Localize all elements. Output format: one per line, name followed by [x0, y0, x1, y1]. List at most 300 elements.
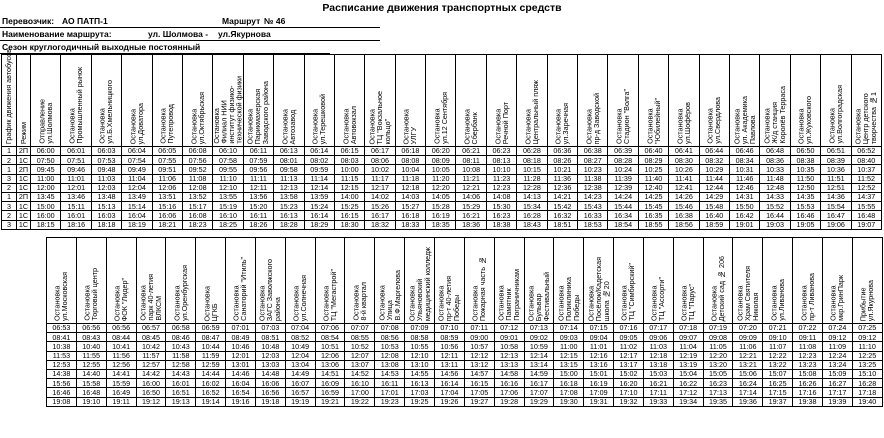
- stop-header-label: Остановка ул.12 Сентября: [432, 92, 449, 144]
- time-cell: 08:38: [790, 156, 820, 165]
- stop-header: [315, 238, 345, 324]
- time-cell: 11:36: [547, 174, 577, 183]
- time-cell: 12:04: [122, 183, 152, 192]
- time-cell: 16:15: [464, 379, 494, 388]
- stop-header: [152, 55, 182, 147]
- stop-header-label: Остановка 8-й квартал: [351, 282, 368, 321]
- time-cell: 11:10: [852, 342, 882, 351]
- time-cell: 16:18: [554, 379, 584, 388]
- time-cell: 19:38: [793, 397, 823, 406]
- time-cell: 16:35: [638, 211, 668, 220]
- time-cell: 11:14: [304, 174, 334, 183]
- time-cell: 13:15: [554, 360, 584, 369]
- route-name-from: ул. Шолмова -: [148, 29, 209, 39]
- time-cell: 12:11: [243, 183, 273, 192]
- mode-cell: 2П: [17, 192, 31, 201]
- time-cell: 14:25: [638, 192, 668, 201]
- time-cell: 12:01: [61, 183, 91, 192]
- time-cell: 15:03: [643, 369, 673, 378]
- time-cell: 12:17: [614, 351, 644, 360]
- time-cell: 11:10: [213, 174, 243, 183]
- stop-header: [494, 238, 524, 324]
- time-cell: 11:50: [790, 174, 820, 183]
- time-cell: 18:23: [182, 220, 212, 229]
- stop-header-label: Прибытие ул.Якурнова: [858, 279, 876, 321]
- time-cell: 08:59: [434, 333, 464, 342]
- time-cell: 08:51: [255, 333, 285, 342]
- stop-header: [136, 238, 166, 324]
- time-cell: 12:22: [763, 351, 793, 360]
- mode-cell: 2П: [17, 165, 31, 174]
- table-row: [47, 397, 883, 406]
- time-cell: 19:27: [464, 397, 494, 406]
- stop-header-label: Остановка Промышленный рынок: [67, 67, 85, 144]
- time-cell: 10:05: [426, 165, 456, 174]
- stop-header-label: Остановка Филиал НИИ институт физико- технической физики: [211, 76, 244, 144]
- time-cell: 17:18: [852, 388, 882, 397]
- time-cell: 14:40: [76, 369, 106, 378]
- stop-header-label: Остановка Храм Святителя Николая: [735, 266, 760, 321]
- table-row: [47, 324, 883, 333]
- time-cell: 07:56: [182, 156, 212, 165]
- time-cell: 14:08: [486, 192, 516, 201]
- time-cell: 16:38: [669, 211, 699, 220]
- stop-header-label: Остановка ул.Терешковой: [310, 93, 328, 144]
- time-cell: 11:41: [669, 174, 699, 183]
- time-cell: 06:59: [196, 324, 226, 333]
- time-cell: 06:23: [486, 147, 516, 156]
- time-cell: 14:57: [464, 369, 494, 378]
- stop-header: [375, 238, 405, 324]
- time-cell: 14:44: [196, 369, 226, 378]
- stop-header-label: Остановка Детский сад № 206: [709, 255, 726, 321]
- stop-header-label: Остановка ул.Солнечная: [291, 274, 309, 321]
- time-cell: 10:29: [699, 165, 729, 174]
- time-cell: 16:47: [821, 211, 851, 220]
- time-cell: 08:28: [608, 156, 638, 165]
- time-cell: 11:59: [196, 351, 226, 360]
- time-cell: 13:14: [524, 360, 554, 369]
- time-cell: 16:17: [365, 211, 395, 220]
- time-cell: 11:11: [243, 174, 273, 183]
- time-cell: 16:46: [47, 388, 77, 397]
- time-cell: 15:54: [821, 202, 851, 211]
- time-cell: 16:08: [182, 211, 212, 220]
- stop-header-label: Остановка Парикмахерская Заводского района: [246, 80, 271, 144]
- time-cell: 10:02: [365, 165, 395, 174]
- stop-header: [196, 238, 226, 324]
- stop-header: [638, 55, 668, 147]
- time-cell: 06:48: [760, 147, 790, 156]
- graph-cell: 1: [2, 147, 17, 156]
- time-cell: 16:34: [608, 211, 638, 220]
- time-cell: 14:36: [821, 192, 851, 201]
- time-cell: 11:58: [166, 351, 196, 360]
- time-cell: 16:18: [395, 211, 425, 220]
- time-cell: 10:23: [578, 165, 608, 174]
- time-cell: 07:08: [375, 324, 405, 333]
- time-cell: 13:55: [213, 192, 243, 201]
- stop-header: [643, 238, 673, 324]
- time-cell: 13:18: [643, 360, 673, 369]
- time-cell: 07:01: [226, 324, 256, 333]
- time-cell: 19:19: [285, 397, 315, 406]
- stop-header-label: Отправление ул.Шолмова: [37, 99, 54, 144]
- time-cell: 12:20: [703, 351, 733, 360]
- time-cell: 19:31: [584, 397, 614, 406]
- time-cell: 16:23: [703, 379, 733, 388]
- time-cell: 15:11: [61, 202, 91, 211]
- time-cell: 13:49: [122, 192, 152, 201]
- time-cell: 17:11: [643, 388, 673, 397]
- time-cell: 18:19: [122, 220, 152, 229]
- time-cell: 12:50: [790, 183, 820, 192]
- time-cell: 12:08: [182, 183, 212, 192]
- time-cell: 15:53: [790, 202, 820, 211]
- time-cell: 16:01: [166, 379, 196, 388]
- time-cell: 14:43: [166, 369, 196, 378]
- stop-header: [578, 55, 608, 147]
- time-cell: 15:58: [76, 379, 106, 388]
- time-cell: 16:16: [494, 379, 524, 388]
- time-cell: 09:05: [614, 333, 644, 342]
- time-cell: 14:05: [426, 192, 456, 201]
- stop-header: [524, 238, 554, 324]
- time-cell: 07:06: [315, 324, 345, 333]
- time-cell: 16:07: [285, 379, 315, 388]
- time-cell: 18:36: [456, 220, 486, 229]
- time-cell: 12:14: [524, 351, 554, 360]
- table-row: [2, 192, 882, 201]
- time-cell: 12:01: [226, 351, 256, 360]
- time-cell: 08:39: [821, 156, 851, 165]
- stop-header-label: Остановка ТЦ "Мегастрой": [321, 268, 339, 321]
- time-cell: 16:00: [31, 211, 61, 220]
- time-cell: 16:04: [226, 379, 256, 388]
- time-cell: 12:10: [213, 183, 243, 192]
- time-cell: 08:54: [315, 333, 345, 342]
- time-cell: 12:00: [31, 183, 61, 192]
- time-cell: 11:03: [643, 342, 673, 351]
- time-cell: 07:21: [763, 324, 793, 333]
- time-cell: 12:06: [152, 183, 182, 192]
- time-cell: 08:01: [274, 156, 304, 165]
- time-cell: 09:55: [213, 165, 243, 174]
- time-cell: 12:14: [304, 183, 334, 192]
- time-cell: 10:55: [405, 342, 435, 351]
- time-cell: 19:11: [106, 397, 136, 406]
- time-cell: 18:30: [334, 220, 364, 229]
- stop-header-label: Остановка ТЦ "Симбирский": [619, 263, 637, 321]
- stop-header-label: Остановка Путепровод: [158, 104, 176, 144]
- time-cell: 15:05: [703, 369, 733, 378]
- time-cell: 17:09: [584, 388, 614, 397]
- stop-header: [584, 238, 614, 324]
- time-cell: 16:13: [405, 379, 435, 388]
- mode-cell: 1С: [17, 220, 31, 229]
- table-row: [47, 351, 883, 360]
- route-label: Маршрут: [222, 16, 261, 26]
- time-cell: 08:11: [456, 156, 486, 165]
- time-cell: 09:00: [464, 333, 494, 342]
- time-cell: 12:16: [584, 351, 614, 360]
- time-cell: 08:36: [760, 156, 790, 165]
- time-cell: 16:50: [136, 388, 166, 397]
- stop-header: [122, 55, 152, 147]
- time-cell: 13:58: [274, 192, 304, 201]
- table-row: [2, 165, 882, 174]
- time-cell: 06:51: [821, 147, 851, 156]
- table-row: [47, 360, 883, 369]
- time-cell: 09:48: [91, 165, 121, 174]
- time-cell: 09:06: [643, 333, 673, 342]
- stop-header-label: Остановка ул. Академика Павлова: [732, 95, 757, 144]
- stop-header: [517, 55, 547, 147]
- time-cell: 14:49: [285, 369, 315, 378]
- time-cell: 16:49: [106, 388, 136, 397]
- time-cell: 12:13: [274, 183, 304, 192]
- time-cell: 19:30: [554, 397, 584, 406]
- time-cell: 14:51: [315, 369, 345, 378]
- time-cell: 08:55: [345, 333, 375, 342]
- stop-header: [91, 55, 121, 147]
- time-cell: 11:13: [274, 174, 304, 183]
- time-cell: 11:23: [486, 174, 516, 183]
- time-cell: 16:09: [315, 379, 345, 388]
- stop-header-label: Остановка ул.Б.Хмельницкого: [97, 80, 115, 144]
- time-cell: 11:28: [517, 174, 547, 183]
- time-cell: 16:14: [434, 379, 464, 388]
- time-cell: 18:25: [213, 220, 243, 229]
- time-cell: 13:11: [434, 360, 464, 369]
- time-cell: 06:50: [790, 147, 820, 156]
- column-header-graph: [2, 48, 17, 147]
- time-cell: 11:04: [673, 342, 703, 351]
- time-cell: 18:59: [699, 220, 729, 229]
- time-cell: 07:13: [524, 324, 554, 333]
- time-cell: 18:26: [243, 220, 273, 229]
- stop-header: [285, 238, 315, 324]
- time-cell: 06:56: [106, 324, 136, 333]
- time-cell: 08:02: [304, 156, 334, 165]
- time-cell: 15:44: [608, 202, 638, 211]
- time-cell: 14:38: [47, 369, 77, 378]
- stop-header-label: Остановка ул.Оренбургская: [172, 265, 189, 321]
- time-cell: 11:21: [456, 174, 486, 183]
- time-cell: 12:44: [699, 183, 729, 192]
- time-cell: 11:39: [608, 174, 638, 183]
- stop-header: [851, 55, 881, 147]
- time-cell: 10:15: [517, 165, 547, 174]
- time-cell: 19:16: [226, 397, 256, 406]
- stop-header: [699, 55, 729, 147]
- time-cell: 19:10: [76, 397, 106, 406]
- time-cell: 18:51: [547, 220, 577, 229]
- time-cell: 10:04: [395, 165, 425, 174]
- time-cell: 16:28: [852, 379, 882, 388]
- time-cell: 08:43: [76, 333, 106, 342]
- time-cell: 16:11: [243, 211, 273, 220]
- stop-header-label: Остановка Центр детского творчества №1: [853, 91, 879, 144]
- time-cell: 14:46: [226, 369, 256, 378]
- time-cell: 06:40: [638, 147, 668, 156]
- time-cell: 12:23: [793, 351, 823, 360]
- time-cell: 16:33: [578, 211, 608, 220]
- time-cell: 12:12: [464, 351, 494, 360]
- time-cell: 13:07: [345, 360, 375, 369]
- time-cell: 16:13: [274, 211, 304, 220]
- stop-header-label: Остановка Речной Порт: [492, 101, 510, 144]
- time-cell: 12:15: [554, 351, 584, 360]
- season-label: Сезон круглогодичный выходные постоянный: [2, 42, 201, 52]
- stop-header: [365, 55, 395, 147]
- stop-header-label: Остановка Центральный пляж: [523, 79, 540, 144]
- time-cell: 19:26: [434, 397, 464, 406]
- stop-header: [106, 238, 136, 324]
- time-cell: 14:24: [608, 192, 638, 201]
- time-cell: 15:50: [729, 202, 759, 211]
- time-cell: 19:21: [315, 397, 345, 406]
- stop-header-label: Остановка ТЦ "Вокзальное кольцо": [367, 90, 392, 144]
- stop-header-label: Остановка Торговый центр: [82, 268, 100, 321]
- stop-header: [213, 55, 243, 147]
- mode-cell: 1С: [17, 211, 31, 220]
- time-cell: 06:38: [578, 147, 608, 156]
- time-cell: 13:20: [703, 360, 733, 369]
- time-cell: 06:10: [213, 147, 243, 156]
- time-cell: 16:17: [524, 379, 554, 388]
- time-cell: 14:03: [395, 192, 425, 201]
- stop-header-label: Остановка ЗАГС Заволжского района: [257, 258, 283, 321]
- time-cell: 09:10: [763, 333, 793, 342]
- time-cell: 10:58: [494, 342, 524, 351]
- time-cell: 08:32: [699, 156, 729, 165]
- time-cell: 06:58: [166, 324, 196, 333]
- time-cell: 13:12: [464, 360, 494, 369]
- time-cell: 06:15: [334, 147, 364, 156]
- time-cell: 09:12: [822, 333, 852, 342]
- time-cell: 14:52: [345, 369, 375, 378]
- time-cell: 07:12: [494, 324, 524, 333]
- stop-header-label: Остановка Посёлок/Кадетская школа №20: [586, 256, 611, 321]
- stop-header-label: Остановка ФОК "Лидер": [112, 277, 130, 321]
- time-cell: 15:10: [852, 369, 882, 378]
- stop-header-label: Остановка ул.Доватора: [128, 102, 145, 144]
- time-cell: 16:51: [166, 388, 196, 397]
- time-cell: 10:44: [196, 342, 226, 351]
- stop-header: [334, 55, 364, 147]
- time-cell: 18:33: [395, 220, 425, 229]
- time-cell: 18:56: [669, 220, 699, 229]
- time-cell: 15:19: [213, 202, 243, 211]
- table-row: [47, 369, 883, 378]
- time-cell: 11:15: [334, 174, 364, 183]
- time-cell: 07:15: [584, 324, 614, 333]
- column-header-graph-label: График движения автобусов: [4, 48, 14, 144]
- time-cell: 10:56: [434, 342, 464, 351]
- time-cell: 08:06: [365, 156, 395, 165]
- time-cell: 15:08: [793, 369, 823, 378]
- time-cell: 10:24: [608, 165, 638, 174]
- time-cell: 13:24: [822, 360, 852, 369]
- time-cell: 14:29: [699, 192, 729, 201]
- time-cell: 19:03: [760, 220, 790, 229]
- schedule-table-bottom: [46, 237, 883, 407]
- time-cell: 16:48: [76, 388, 106, 397]
- time-cell: 18:16: [61, 220, 91, 229]
- divider: [0, 40, 380, 41]
- time-cell: 11:38: [578, 174, 608, 183]
- stop-header: [733, 238, 763, 324]
- time-cell: 18:54: [608, 220, 638, 229]
- time-cell: 07:51: [61, 156, 91, 165]
- time-cell: 12:56: [106, 360, 136, 369]
- time-cell: 10:10: [486, 165, 516, 174]
- stop-header: [182, 55, 212, 147]
- time-cell: 08:44: [106, 333, 136, 342]
- stop-header-label: Остановка Пожарная часть №: [470, 255, 488, 321]
- time-cell: 13:03: [255, 360, 285, 369]
- time-cell: 15:34: [517, 202, 547, 211]
- time-cell: 12:55: [76, 360, 106, 369]
- divider: [0, 27, 380, 28]
- time-cell: 15:07: [763, 369, 793, 378]
- time-cell: 07:04: [285, 324, 315, 333]
- graph-cell: 3: [2, 220, 17, 229]
- time-cell: 10:00: [334, 165, 364, 174]
- table-row: [47, 342, 883, 351]
- table-row: [2, 174, 882, 183]
- time-cell: 07:10: [434, 324, 464, 333]
- time-cell: 15:04: [673, 369, 703, 378]
- time-cell: 12:52: [851, 183, 881, 192]
- stop-header: [47, 238, 77, 324]
- time-cell: 17:16: [793, 388, 823, 397]
- time-cell: 16:28: [517, 211, 547, 220]
- time-cell: 18:55: [638, 220, 668, 229]
- time-cell: 13:25: [852, 360, 882, 369]
- time-cell: 17:03: [405, 388, 435, 397]
- time-cell: 12:41: [669, 183, 699, 192]
- time-cell: 09:59: [304, 165, 334, 174]
- time-cell: 15:45: [638, 202, 668, 211]
- time-cell: 11:53: [47, 351, 77, 360]
- time-cell: 12:15: [334, 183, 364, 192]
- time-cell: 19:33: [643, 397, 673, 406]
- time-cell: 06:05: [152, 147, 182, 156]
- time-cell: 06:11: [243, 147, 273, 156]
- time-cell: 12:51: [821, 183, 851, 192]
- time-cell: 08:18: [517, 156, 547, 165]
- time-cell: 16:32: [547, 211, 577, 220]
- stop-header-label: Остановка пр-т 40-летия Победы: [437, 275, 462, 321]
- stop-header: [426, 55, 456, 147]
- stop-header: [456, 55, 486, 147]
- time-cell: 11:06: [733, 342, 763, 351]
- time-cell: 12:10: [405, 351, 435, 360]
- stop-header-label: Остановка Стадион "Волга": [614, 89, 632, 144]
- time-cell: 12:36: [547, 183, 577, 192]
- time-cell: 18:53: [578, 220, 608, 229]
- time-cell: 16:19: [584, 379, 614, 388]
- time-cell: 17:13: [703, 388, 733, 397]
- time-cell: 08:34: [729, 156, 759, 165]
- table-row: [47, 379, 883, 388]
- time-cell: 16:22: [673, 379, 703, 388]
- stop-header-label: Остановка Ульяновский медицинский колледж: [407, 246, 432, 321]
- stop-header: [614, 238, 644, 324]
- time-cell: 12:28: [517, 183, 547, 192]
